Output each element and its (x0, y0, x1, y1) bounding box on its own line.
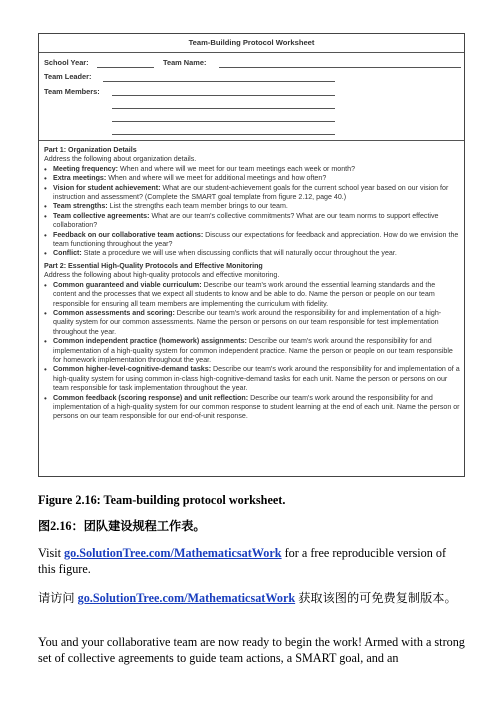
part1-item (44, 165, 460, 174)
part2-item-term: Common assessments and scoring: (53, 308, 175, 317)
solutiontree-link-zh[interactable]: go.SolutionTree.com/MathematicsatWork (77, 591, 296, 605)
team-leader-label: Team Leader: (44, 72, 92, 81)
part1-item-text: When and where will we meet for additional meetings and how often? (106, 174, 327, 183)
part1-heading: Part 1: Organization Details (44, 146, 137, 154)
part1-item-text: What are our student-achievement goals for the current school year based on our vision for instruction and assessment? (Complete the SMART goal template from figure 2.12, page 40.) (53, 183, 449, 202)
part1-item-term: Team collective agreements: (53, 211, 150, 220)
part2-item (44, 281, 460, 309)
part1-item-text: What are our team's collective commitments? What are our team norms to support effective collaboration? (53, 211, 439, 230)
part1-item (44, 212, 460, 231)
part2-item (44, 365, 460, 393)
part1-item-term: Team strengths: (53, 202, 108, 211)
team-member-field-2[interactable] (112, 108, 335, 109)
part1-item-term: Extra meetings: (53, 174, 107, 183)
team-members-label: Team Members: (44, 87, 100, 96)
part1-item-term: Feedback on our collaborative team actions: (53, 230, 204, 239)
team-name-field[interactable] (219, 67, 461, 68)
part2-item-term: Common feedback (scoring response) and unit reflection: (53, 393, 249, 402)
part2-item-text: Describe our team's work around the responsibility for and implementation of a high-quality system for our common assessments. Name the person or persons on our team responsible for test implementation throughout the year. (53, 308, 442, 336)
title-divider (39, 52, 464, 53)
worksheet-title: Team-Building Protocol Worksheet (188, 38, 315, 47)
solutiontree-link-en[interactable]: go.SolutionTree.com/MathematicsatWork (64, 546, 282, 560)
part2-item (44, 394, 460, 422)
team-member-field-4[interactable] (112, 134, 335, 135)
part1-item-term: Vision for student achievement: (53, 183, 161, 192)
part2-item-text: Describe our team's work around the responsibility for and implementation of a high-quality system for using common in-class high-cognitive-demand tasks for each unit. Name the person or persons on our team responsible for task implementation throughout the year. (53, 365, 460, 393)
part2-item (44, 337, 460, 365)
school-year-field[interactable] (97, 67, 154, 68)
part1-item (44, 249, 460, 258)
visit-prefix-en: Visit (38, 546, 65, 560)
part1-item-term: Meeting frequency: (53, 164, 119, 173)
part1-item-text: Discuss our expectations for feedback and appreciation. How do we envision the team functioning throughout the year? (53, 230, 459, 249)
visit-paragraph-zh (38, 590, 463, 606)
team-name-label: Team Name: (163, 58, 207, 67)
part2-item-term: Common higher-level-cognitive-demand tasks: (53, 365, 212, 374)
visit-suffix-zh: 获取该图的可免费复制版本。 (295, 591, 457, 605)
part1-lead: Address the following about organization details. (44, 155, 197, 164)
part2-item (44, 309, 460, 337)
part1-item-term: Conflict: (53, 249, 82, 258)
part2-item-term: Common guaranteed and viable curriculum: (53, 280, 202, 289)
part2-item-text: Describe our team's work around the essential learning standards and the content and the processes that we expect all students to know and be able to do. Name the person or people on our team responsible for ensuring all team members are implementing the curriculum with fidelity. (53, 280, 436, 308)
school-year-label: School Year: (44, 58, 89, 67)
part1-item (44, 202, 460, 211)
part2-heading: Part 2: Essential High-Quality Protocols and Effective Monitoring (44, 261, 263, 270)
part2-item-text: Describe our team's work around the responsibility for and implementation of a high-quality system for common independent practice. Name the person or people on our team responsible for homework implementation throughout the year. (53, 337, 453, 364)
team-leader-field[interactable] (103, 81, 335, 82)
worksheet-frame (38, 33, 465, 477)
visit-suffix-en: for a free reproducible version of this figure. (38, 546, 447, 576)
figure-caption-zh: 图2.16：团队建设规程工作表。 (38, 519, 206, 533)
part1-item (44, 184, 460, 203)
part2-item-term: Common independent practice (homework) assignments: (53, 337, 247, 346)
team-member-field-3[interactable] (112, 121, 335, 122)
part2-item-text: Describe our team's work around the responsibility for and implementation of a high-quality system for our common response to student learning at the end of each unit. Name the person or persons on our team responsible for our end-of-unit response. (53, 393, 460, 421)
part1-item-text: List the strengths each team member brings to our team. (107, 202, 288, 211)
body-paragraph: You and your collaborative team are now ready to begin the work! Armed with a strong set of collective agreements to guide team actions, a SMART goal, and an (38, 635, 465, 665)
visit-prefix-zh: 请访问 (38, 591, 78, 605)
worksheet-parts (44, 146, 460, 422)
part2-lead: Address the following about high-quality protocols and effective monitoring. (44, 271, 280, 280)
section-divider (39, 140, 464, 141)
part1-item (44, 231, 460, 250)
part2-list (44, 281, 460, 422)
part1-item-text: State a procedure we will use when discussing conflicts that will naturally occur throughout the year. (81, 249, 397, 258)
team-member-field-1[interactable] (112, 95, 335, 96)
visit-paragraph-en (38, 546, 463, 577)
part1-item (44, 174, 460, 183)
figure-caption-en: Figure 2.16: Team-building protocol worksheet. (38, 493, 286, 507)
part1-item-text: When and where will we meet for our team meetings each week or month? (118, 164, 356, 173)
part1-list (44, 165, 460, 259)
